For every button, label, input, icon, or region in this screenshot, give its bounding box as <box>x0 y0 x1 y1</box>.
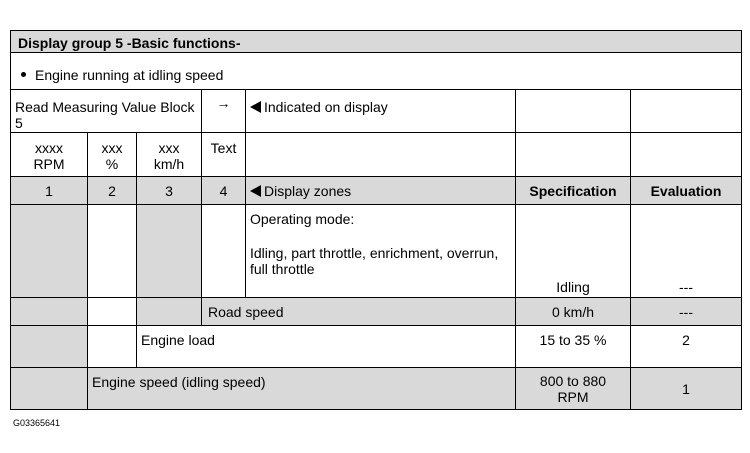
unit-3-value: xxx <box>158 140 180 156</box>
road-speed-label: Road speed <box>201 297 516 326</box>
measuring-value-table <box>10 30 742 410</box>
engine-speed-spec <box>515 367 631 410</box>
zone-4-blank <box>201 204 246 298</box>
unit-2-unit: % <box>105 156 119 172</box>
unit-2-value: xxx <box>101 140 123 156</box>
zone-number-2: 2 <box>87 176 137 205</box>
engine-speed-label: Engine speed (idling speed) <box>87 367 516 410</box>
evaluation-header: Evaluation <box>630 176 742 205</box>
operating-mode-spec: Idling <box>515 204 631 298</box>
engine-load-eval: 2 <box>630 325 742 368</box>
unit-1-unit: RPM <box>33 156 65 172</box>
engine-load-blank-2 <box>87 325 137 368</box>
indicated-label: Indicated on display <box>264 99 388 115</box>
engine-speed-spec-unit: RPM <box>557 389 589 405</box>
road-speed-shade-3 <box>136 297 202 326</box>
indicated-cell <box>245 89 516 133</box>
unit-1-value: xxxx <box>35 140 63 156</box>
zone-number-4: 4 <box>201 176 246 205</box>
zone-number-1: 1 <box>10 176 88 205</box>
display-zones-cell <box>245 176 516 205</box>
units-blank-2 <box>515 132 631 177</box>
unit-zone-2 <box>87 132 137 177</box>
road-speed-spec: 0 km/h <box>515 297 631 326</box>
header-eval-blank <box>630 89 742 133</box>
zone-1-shade <box>10 204 88 298</box>
operating-mode-eval: --- <box>630 204 742 298</box>
unit-3-unit: km/h <box>153 156 185 172</box>
engine-speed-spec-range: 800 to 880 <box>539 373 607 389</box>
units-blank-1 <box>245 132 516 177</box>
units-blank-3 <box>630 132 742 177</box>
engine-load-spec: 15 to 35 % <box>515 325 631 368</box>
unit-zone-1 <box>10 132 88 177</box>
condition-row <box>10 52 742 90</box>
display-pointer-icon <box>250 185 261 197</box>
road-speed-eval: --- <box>630 297 742 326</box>
table-title: Display group 5 -Basic functions- <box>10 30 742 53</box>
road-speed-shade-1 <box>10 297 88 326</box>
operating-mode-values: Idling, part throttle, enrichment, overrun, full throttle <box>250 245 499 277</box>
engine-speed-shade-1 <box>10 367 88 410</box>
bullet-icon <box>21 72 26 77</box>
read-block-label: Read Measuring Value Block 5 <box>15 99 195 131</box>
zone-3-shade <box>136 204 202 298</box>
operating-mode-cell <box>245 204 516 298</box>
engine-load-shade-1 <box>10 325 88 368</box>
zone-2-blank <box>87 204 137 298</box>
right-arrow-icon: → <box>216 95 231 111</box>
figure-id: G03365641 <box>13 418 61 428</box>
operating-mode-label: Operating mode: <box>250 211 355 227</box>
specification-header: Specification <box>515 176 631 205</box>
engine-load-label: Engine load <box>136 325 516 368</box>
road-speed-blank-2 <box>87 297 137 326</box>
engine-speed-eval: 1 <box>630 367 742 410</box>
display-zones-label: Display zones <box>264 183 352 199</box>
unit-zone-3 <box>136 132 202 177</box>
read-block-cell <box>10 89 202 133</box>
zone-number-3: 3 <box>136 176 202 205</box>
arrow-cell <box>201 89 246 133</box>
header-spec-blank <box>515 89 631 133</box>
condition-text: Engine running at idling speed <box>35 67 224 83</box>
unit-zone-4 <box>201 132 246 177</box>
display-pointer-icon <box>250 101 261 113</box>
unit-4-value: Text <box>210 140 237 156</box>
